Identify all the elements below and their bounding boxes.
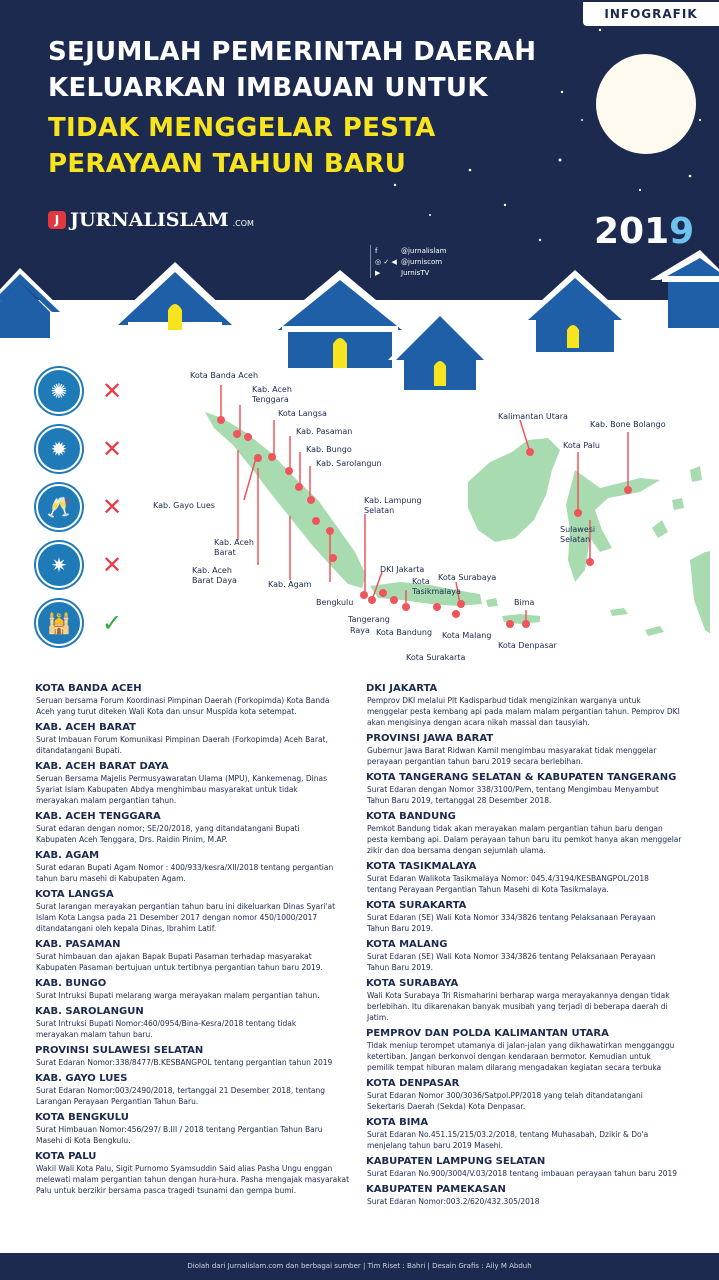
region-description: Wali Kota Surabaya Tri Rismaharini berharap warga merayakannya dengan tidak bbox=[367, 991, 670, 1000]
region-description: tahun baru masehi di Kabupaten Agam. bbox=[36, 874, 186, 883]
region-name: KOTA PALU bbox=[35, 1151, 97, 1162]
map-label: Bima bbox=[514, 598, 535, 607]
region-description: Surat Edaran Walikota Tasikmalaya Nomor: 045.4/3194/KESBANGPOL/2018 bbox=[367, 874, 649, 883]
region-name: KAB. SAROLANGUN bbox=[35, 1006, 144, 1017]
map-pin bbox=[526, 448, 534, 456]
map-label: Kota Surakarta bbox=[406, 653, 466, 662]
map-pin bbox=[295, 483, 303, 491]
map-label: Kota Banda Aceh bbox=[190, 371, 259, 380]
region-entry bbox=[35, 721, 365, 756]
map-pin bbox=[285, 467, 293, 475]
year-label bbox=[594, 212, 694, 252]
map-label: Tasikmalaya bbox=[412, 587, 461, 596]
region-entry bbox=[366, 1027, 696, 1073]
region-description: Surat Edaran (SE) Wali Kota Nomor 334/3826 tentang Pelaksanaan Perayaan bbox=[367, 913, 656, 922]
region-description: Tidak meniup terompet utamanya di jalan-jalan yang dikhawatirkan mengganggu bbox=[367, 1041, 675, 1050]
region-description: perayaan pergantian tahun baru 2019 secara berlebihan. bbox=[367, 757, 584, 766]
title-line-2: KELUARKAN IMBAUAN UNTUK bbox=[48, 73, 488, 103]
year-last-digit: 9 bbox=[669, 211, 695, 252]
map-label: Kota Bandung bbox=[376, 628, 433, 637]
region-list-right bbox=[366, 682, 696, 1211]
map-label: Selatan bbox=[364, 506, 395, 515]
map-label: Tangerang bbox=[348, 615, 390, 624]
region-description: Surat Edaran Nomor:003.2/620/432.305/2018 bbox=[367, 1197, 540, 1206]
map-label: Kab. Aceh bbox=[252, 385, 292, 394]
map-pin bbox=[574, 509, 582, 517]
region-name: KOTA TASIKMALAYA bbox=[366, 861, 477, 872]
region-name: KOTA BENGKULU bbox=[35, 1112, 129, 1123]
celebration-icon: ✺ bbox=[36, 368, 82, 414]
map-pin bbox=[433, 603, 441, 611]
map-label: Barat Daya bbox=[192, 576, 237, 585]
region-description: Surat Edaran Nomor 300/3036/Satpol.PP/2018 yang telah ditandatangani bbox=[367, 1091, 643, 1100]
map-pin bbox=[624, 486, 632, 494]
region-entry bbox=[366, 938, 696, 973]
region-name: PROVINSI SULAWESI SELATAN bbox=[35, 1045, 204, 1056]
house-icon bbox=[108, 262, 242, 330]
region-name: KOTA BANDA ACEH bbox=[35, 683, 142, 694]
map-pin bbox=[586, 558, 594, 566]
region-description: Surat Imbauan Forum Komunikasi Pimpinan Daerah (Forkopimda) Aceh Barat, bbox=[36, 735, 328, 744]
indonesia-map bbox=[150, 360, 710, 670]
map-label: Bengkulu bbox=[316, 598, 354, 607]
facebook-icon: f bbox=[375, 246, 378, 255]
house-icon bbox=[520, 270, 630, 352]
year-main: 201 bbox=[594, 211, 670, 252]
activity-icons bbox=[36, 368, 136, 648]
map-pin bbox=[254, 454, 262, 462]
prohibited-mark-icon: ✕ bbox=[102, 377, 123, 405]
infografik-badge: INFOGRAFIK bbox=[583, 2, 719, 26]
region-entry bbox=[366, 732, 696, 767]
map-pin bbox=[390, 596, 398, 604]
region-entry bbox=[35, 682, 365, 717]
region-name: KABUPATEN PAMEKASAN bbox=[366, 1184, 506, 1195]
region-description: Pemkot Bandung tidak akan merayakan malam pergantian tahun baru dengan bbox=[367, 824, 663, 833]
region-entry bbox=[35, 810, 365, 845]
region-entry bbox=[366, 1077, 696, 1112]
region-description: Surat Edaran No.900/3004/V.03/2018 tentang imbauan perayaan tahun baru 2019 bbox=[367, 1169, 678, 1178]
region-name: KOTA SURABAYA bbox=[366, 978, 459, 989]
region-name: KABUPATEN LAMPUNG SELATAN bbox=[366, 1156, 546, 1167]
activity-row bbox=[36, 368, 136, 414]
social-handle: JurnisTV bbox=[401, 268, 430, 277]
map-label: Kab. Pasaman bbox=[296, 427, 353, 436]
map-pin bbox=[244, 433, 252, 441]
region-description: Tahun Baru 2019, tertanggal 28 Desember 2018. bbox=[367, 796, 552, 805]
activity-row bbox=[36, 484, 136, 530]
jurnalislam-logo bbox=[48, 207, 254, 233]
map-label: DKI Jakarta bbox=[380, 565, 425, 574]
region-name: KAB. AGAM bbox=[35, 850, 100, 861]
region-entry bbox=[366, 1116, 696, 1151]
region-description: Surat Edaran dengan Nomor 338/3100/Pem, tentang Mengimbau Menyambut bbox=[367, 785, 659, 794]
region-description: Syariat Islam Kabupaten Abdya menghimbau masyarakat untuk tidak bbox=[36, 785, 298, 794]
region-description: Surat Intruksi Bupati Nomor:460/0954/Bina-Kesra/2018 tentang tidak bbox=[36, 1019, 297, 1028]
map-pin bbox=[368, 596, 376, 604]
title-line-3: TIDAK MENGGELAR PESTA bbox=[48, 113, 436, 143]
region-description: Seruan Bersama Majelis Permusyawaratan Ulama (MPU), Kankemenag, Dinas bbox=[36, 774, 328, 783]
region-name: KAB. ACEH TENGGARA bbox=[35, 811, 161, 822]
youtube-icon: ▶ bbox=[375, 268, 381, 277]
region-name: KOTA TANGERANG SELATAN & KABUPATEN TANGERANG bbox=[366, 772, 677, 783]
region-description: Surat Himbauan Nomor:456/297/ B.III / 2018 tentang Pergantian Tahun Baru bbox=[36, 1125, 323, 1134]
map-label: Barat bbox=[214, 548, 236, 557]
region-name: KOTA LANGSA bbox=[35, 889, 114, 900]
region-name: KAB. ACEH BARAT DAYA bbox=[35, 761, 169, 772]
region-name: KOTA SURAKARTA bbox=[366, 900, 467, 911]
map-label: Kota bbox=[412, 577, 430, 586]
region-description: Larangan Perayaan Pergantian Tahun Baru. bbox=[36, 1097, 199, 1106]
logo-mark-icon: J bbox=[48, 211, 66, 229]
region-entry bbox=[35, 1111, 365, 1146]
logo-text: JURNALISLAM bbox=[70, 209, 229, 231]
map-pin bbox=[233, 430, 241, 438]
footer-credits: Diolah dari Jurnalislam.com dan berbagai sumber | Tim Riset : Bahri | Desain Grafis : Aily M Abduh bbox=[0, 1253, 719, 1280]
region-name: KOTA BIMA bbox=[366, 1117, 429, 1128]
map-label: Kab. Gayo Lues bbox=[153, 501, 215, 510]
region-name: PEMPROV DAN POLDA KALIMANTAN UTARA bbox=[366, 1028, 609, 1039]
prohibited-mark-icon: ✕ bbox=[102, 493, 123, 521]
map-pin bbox=[268, 453, 276, 461]
map-label: Sulawesi bbox=[560, 525, 596, 534]
region-description: Aceh yang turut diteken Wali Kota dan unsur Muspida kota setempat. bbox=[36, 707, 297, 716]
region-name: KOTA DENPASAR bbox=[366, 1078, 460, 1089]
region-description: Surat edaran Bupati Agam Nomor : 400/933/kesra/XII/2018 tentang pergantian bbox=[36, 863, 334, 872]
moon-icon bbox=[596, 54, 696, 154]
region-entry bbox=[35, 977, 365, 1001]
region-entry bbox=[366, 977, 696, 1023]
region-description: ditandatangani Bupati. bbox=[36, 746, 123, 755]
region-name: KOTA BANDUNG bbox=[366, 811, 456, 822]
fireworks-icon: ✹ bbox=[36, 426, 82, 472]
region-name: KOTA MALANG bbox=[366, 939, 448, 950]
region-description: Seruan bersama Forum Koordinasi Pimpinan Daerah (Forkopimda) Kota Banda bbox=[36, 696, 330, 705]
region-description: Surat Intruksi Bupati melarang warga merayakan malam pergantian tahun. bbox=[36, 991, 320, 1000]
region-description: Tahun Baru 2019. bbox=[367, 924, 434, 933]
map-pin bbox=[360, 591, 368, 599]
map-label: Kota Langsa bbox=[278, 409, 327, 418]
social-handle: @jurniscom bbox=[401, 257, 443, 266]
region-entry bbox=[35, 849, 365, 884]
region-description: akan mengisinya dengan acara nikah massal dan tausyiah. bbox=[367, 718, 590, 727]
region-description: Pemprov DKI melalui Plt Kadisparbud tidak mengizinkan warganya untuk bbox=[367, 696, 641, 705]
region-description: Tahun Baru 2019. bbox=[367, 963, 434, 972]
prohibited-mark-icon: ✕ bbox=[102, 551, 123, 579]
region-description: Surat edaran dengan nomor; SE/20/2018, yang ditandatangani Bupati bbox=[36, 824, 300, 833]
map-label: Kab. Agam bbox=[268, 580, 312, 589]
map-label: Kota Malang bbox=[442, 631, 492, 640]
map-label: Kab. Sarolangun bbox=[316, 459, 382, 468]
map-pin bbox=[506, 620, 514, 628]
region-description: menggelar pesta kembang api pada malam malam pergantian tahun. Pemprov DKI bbox=[367, 707, 680, 716]
region-description: Islam Kota Langsa pada 21 Desember 2017 dengan nomor 450/1000/2017 bbox=[36, 913, 318, 922]
map-pin bbox=[402, 603, 410, 611]
region-entry bbox=[366, 860, 696, 895]
region-name: KAB. BUNGO bbox=[35, 978, 107, 989]
house-icon bbox=[0, 268, 65, 340]
region-description: melewati malam pergantian tahun dengan hura-hura. Pasha mengajak masyarakat bbox=[36, 1175, 350, 1184]
region-description: Surat Edaran No.451.15/215/03.2/2018, tentang Muhasabah, Dzikir & Do'a bbox=[367, 1130, 649, 1139]
region-description: ditandatangani oleh kepala Dinas, Ibrahim Latif. bbox=[36, 924, 217, 933]
map-pin bbox=[522, 620, 530, 628]
region-description: Surat himbauan dan ajakan Bapak Bupati Pasaman terhadap masyarakat bbox=[36, 952, 312, 961]
region-entry bbox=[35, 1072, 365, 1107]
activity-row bbox=[36, 542, 136, 588]
map-label: Kab. Bone Bolango bbox=[590, 420, 666, 429]
region-entry bbox=[35, 1005, 365, 1040]
map-label: Kota Denpasar bbox=[498, 641, 557, 650]
region-description: Palu untuk berzikir bersama pasca tragedi tsunami dan gempa bumi. bbox=[36, 1186, 297, 1195]
map-pin bbox=[379, 589, 387, 597]
region-name: KAB. PASAMAN bbox=[35, 939, 121, 950]
activity-row bbox=[36, 426, 136, 472]
region-description: berlebihan. Itu dikarenakan banyak musibah yang terjadi di beberapa daerah di bbox=[367, 1002, 668, 1011]
map-pin bbox=[326, 527, 334, 535]
region-name: PROVINSI JAWA BARAT bbox=[366, 733, 494, 744]
map-label: Kab. Lampung bbox=[364, 496, 422, 505]
region-description: Surat Edaran Nomor:338/8477/B.KESBANGPOL tentang pergantian tahun 2019 bbox=[36, 1058, 333, 1067]
map-label: Tenggara bbox=[252, 395, 289, 404]
region-list-left bbox=[35, 682, 365, 1200]
logo-suffix: .COM bbox=[232, 218, 254, 228]
region-description: Wakil Wali Kota Palu, Sigit Purnomo Syamsuddin Said alias Pasha Ungu enggan bbox=[36, 1164, 333, 1173]
region-entry bbox=[366, 810, 696, 856]
social-handle: @jurnalislam bbox=[401, 246, 447, 255]
region-description: merayakan malam pergantian tahun. bbox=[36, 796, 177, 805]
region-entry bbox=[366, 1155, 696, 1179]
map-label: Kalimantan Utara bbox=[498, 412, 568, 421]
region-entry bbox=[35, 1044, 365, 1068]
region-description: pesta kembang api. Dalam perayaan tahun baru itu pemkot hanya akan menggelar bbox=[367, 835, 682, 844]
region-description: Surat larangan merayakan pergantian tahun baru ini dikeluarkan Dinas Syari'at bbox=[36, 902, 336, 911]
region-description: Masehi di Kota Bengkulu. bbox=[36, 1136, 131, 1145]
region-entry bbox=[35, 760, 365, 806]
map-pin bbox=[452, 610, 460, 618]
region-entry bbox=[366, 771, 696, 806]
region-description: Surat Edaran (SE) Wali Kota Nomor 334/3826 tentang Pelaksanaan Perayaan bbox=[367, 952, 656, 961]
map-label: Kota Palu bbox=[563, 441, 600, 450]
region-description: pemilik tempat hiburan malam dilarang mengadakan kegiatan secara terbuka bbox=[367, 1063, 662, 1072]
map-label: Kota Surabaya bbox=[438, 573, 497, 582]
firecracker-icon: ✷ bbox=[36, 542, 82, 588]
map-label: Kab. Bungo bbox=[306, 445, 352, 454]
house-icon bbox=[650, 250, 719, 328]
region-entry bbox=[366, 899, 696, 934]
region-description: Surat Edaran Nomor:003/2490/2018, tertanggal 21 Desember 2018, tentang bbox=[36, 1086, 326, 1095]
map-label: Raya bbox=[350, 626, 370, 635]
region-description: Kabupaten Pasaman bertujuan untuk tertibnya pergantian tahun baru 2019. bbox=[36, 963, 323, 972]
region-name: DKI JAKARTA bbox=[366, 683, 438, 694]
region-entry bbox=[35, 888, 365, 934]
region-entry bbox=[366, 1183, 696, 1207]
title-line-1: SEJUMLAH PEMERINTAH DAERAH bbox=[48, 37, 537, 67]
region-entry bbox=[35, 938, 365, 973]
region-description: ketertiban. Jangan berkonvoi dengan kendaraan bermotor. Kemudian untuk bbox=[367, 1052, 651, 1061]
region-name: KAB. GAYO LUES bbox=[35, 1073, 128, 1084]
mosque-icon: 🕌 bbox=[36, 600, 82, 646]
region-description: tentang Perayaan Pergantian Tahun Masehi di Kota Tasikmalaya. bbox=[367, 885, 609, 894]
activity-row bbox=[36, 600, 136, 646]
map-pin bbox=[312, 517, 320, 525]
toast-glasses-icon: 🥂 bbox=[36, 484, 82, 530]
region-description: merayakan malam tahun baru. bbox=[36, 1030, 153, 1039]
map-pin bbox=[329, 554, 337, 562]
map-pin bbox=[457, 600, 465, 608]
allowed-check-icon: ✓ bbox=[102, 609, 123, 637]
region-description: Gubernur Jawa Barat Ridwan Kamil mengimbau masyarakat tidak menggelar bbox=[367, 746, 657, 755]
region-name: KAB. ACEH BARAT bbox=[35, 722, 136, 733]
region-description: zikir dan doa bersama dengan sejumlah ulama. bbox=[367, 846, 546, 855]
map-label: Kab. Aceh bbox=[214, 538, 254, 547]
region-entry bbox=[366, 682, 696, 728]
prohibited-mark-icon: ✕ bbox=[102, 435, 123, 463]
region-description: Kabupaten Aceh Tenggara, Drs. Raidin Pinim, M.AP. bbox=[36, 835, 228, 844]
house-icon bbox=[268, 270, 412, 368]
instagram-twitter-telegram-icon: ◎ ✓ ◀ bbox=[375, 257, 397, 266]
map-label: Kab. Aceh bbox=[192, 566, 232, 575]
region-entry bbox=[35, 1150, 365, 1196]
map-label: Selatan bbox=[560, 535, 591, 544]
title-line-4: PERAYAAN TAHUN BARU bbox=[48, 149, 407, 179]
region-description: menjelang tahun baru 2019 Masehi. bbox=[367, 1141, 503, 1150]
region-description: Jatim. bbox=[367, 1013, 389, 1022]
region-description: Sekertaris Daerah (Sekda) Kota Denpasar. bbox=[367, 1102, 526, 1111]
map-pin bbox=[217, 416, 225, 424]
map-pin bbox=[307, 496, 315, 504]
